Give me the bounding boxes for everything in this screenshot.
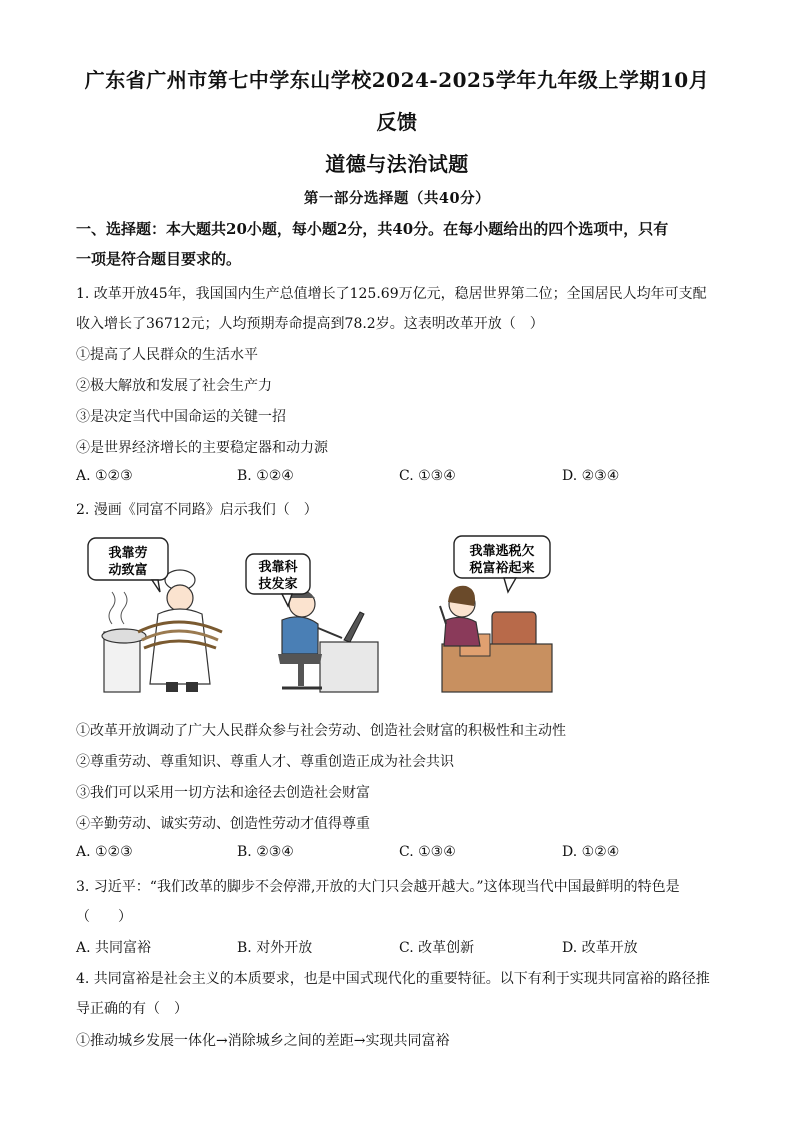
speech-bubble-tax [454, 536, 550, 592]
q1-option-a[interactable]: A. ①②③ [76, 468, 133, 484]
bubble-labor-line1: 我靠劳 [108, 546, 148, 561]
q1-stem-continued: 收入增长了36712元；人均预期寿命提高到78.2岁。这表明改革开放（ ） [76, 316, 544, 332]
q1-options [76, 468, 726, 488]
q1-option-b[interactable]: B. ①②④ [237, 468, 294, 484]
q1-item: ④是世界经济增长的主要稳定器和动力源 [76, 440, 328, 456]
bubble-tax-line2: 税富裕起来 [469, 561, 535, 576]
q2-stem: 2. 漫画《同富不同路》启示我们（ ） [76, 502, 318, 518]
chef-figure [102, 570, 222, 692]
q1-item: ②极大解放和发展了社会生产力 [76, 378, 272, 394]
q3-option-c[interactable]: C. 改革创新 [399, 940, 475, 956]
section-intro: 一、选择题：本大题共20小题，每小题2分，共40分。在每小题给出的四个选项中，只有 [76, 220, 669, 238]
q4-stem-continued: 导正确的有（ ） [76, 1001, 188, 1017]
q3-options [76, 937, 726, 957]
q2-options [76, 844, 726, 864]
q2-option-a[interactable]: A. ①②③ [76, 844, 133, 860]
bubble-tech-line2: 技发家 [258, 577, 298, 592]
q2-item: ①改革开放调动了广大人民群众参与社会劳动、创造社会财富的积极性和主动性 [76, 723, 566, 739]
tax-evader-figure [440, 586, 552, 692]
subject-title: 道德与法治试题 [325, 152, 469, 176]
exam-title-continued: 反馈 [376, 110, 418, 134]
speech-bubble-labor [88, 538, 168, 592]
section-intro-continued: 一项是符合题目要求的。 [76, 250, 242, 268]
bubble-tech-line1: 我靠科 [258, 560, 298, 575]
q4-stem: 4. 共同富裕是社会主义的本质要求，也是中国式现代化的重要特征。以下有利于实现共同富裕的路径推 [76, 971, 710, 987]
q2-item: ②尊重劳动、尊重知识、尊重人才、尊重创造正成为社会共识 [76, 754, 454, 770]
q3-option-d[interactable]: D. 改革开放 [562, 940, 638, 956]
q3-stem-continued: （ ） [76, 909, 132, 925]
q2-option-c[interactable]: C. ①③④ [399, 844, 456, 860]
q4-item: ①推动城乡发展一体化→消除城乡之间的差距→实现共同富裕 [76, 1033, 450, 1049]
q3-option-a[interactable]: A. 共同富裕 [76, 940, 152, 956]
q1-item: ①提高了人民群众的生活水平 [76, 347, 258, 363]
q3-option-b[interactable]: B. 对外开放 [237, 940, 313, 956]
q2-option-b[interactable]: B. ②③④ [237, 844, 294, 860]
q2-item: ③我们可以采用一切方法和途径去创造社会财富 [76, 785, 370, 801]
part-heading: 第一部分选择题（共40分） [303, 190, 491, 207]
bubble-labor-line2: 动致富 [108, 563, 148, 578]
q2-item: ④辛勤劳动、诚实劳动、创造性劳动才值得尊重 [76, 816, 370, 832]
bubble-tax-line1: 我靠逃税欠 [469, 544, 535, 559]
comic-illustration [82, 532, 722, 704]
q1-option-c[interactable]: C. ①③④ [399, 468, 456, 484]
tech-worker-figure [278, 591, 378, 692]
q1-item: ③是决定当代中国命运的关键一招 [76, 409, 286, 425]
q1-option-d[interactable]: D. ②③④ [562, 468, 620, 484]
q1-stem: 1. 改革开放45年，我国国内生产总值增长了125.69万亿元，稳居世界第二位；全国居民人均年可支配 [76, 286, 707, 302]
q3-stem: 3. 习近平：“我们改革的脚步不会停滞,开放的大门只会越开越大。”这体现当代中国最鲜明的特色是 [76, 879, 680, 895]
exam-title: 广东省广州市第七中学东山学校2024-2025学年九年级上学期10月 [84, 68, 710, 92]
q2-option-d[interactable]: D. ①②④ [562, 844, 620, 860]
